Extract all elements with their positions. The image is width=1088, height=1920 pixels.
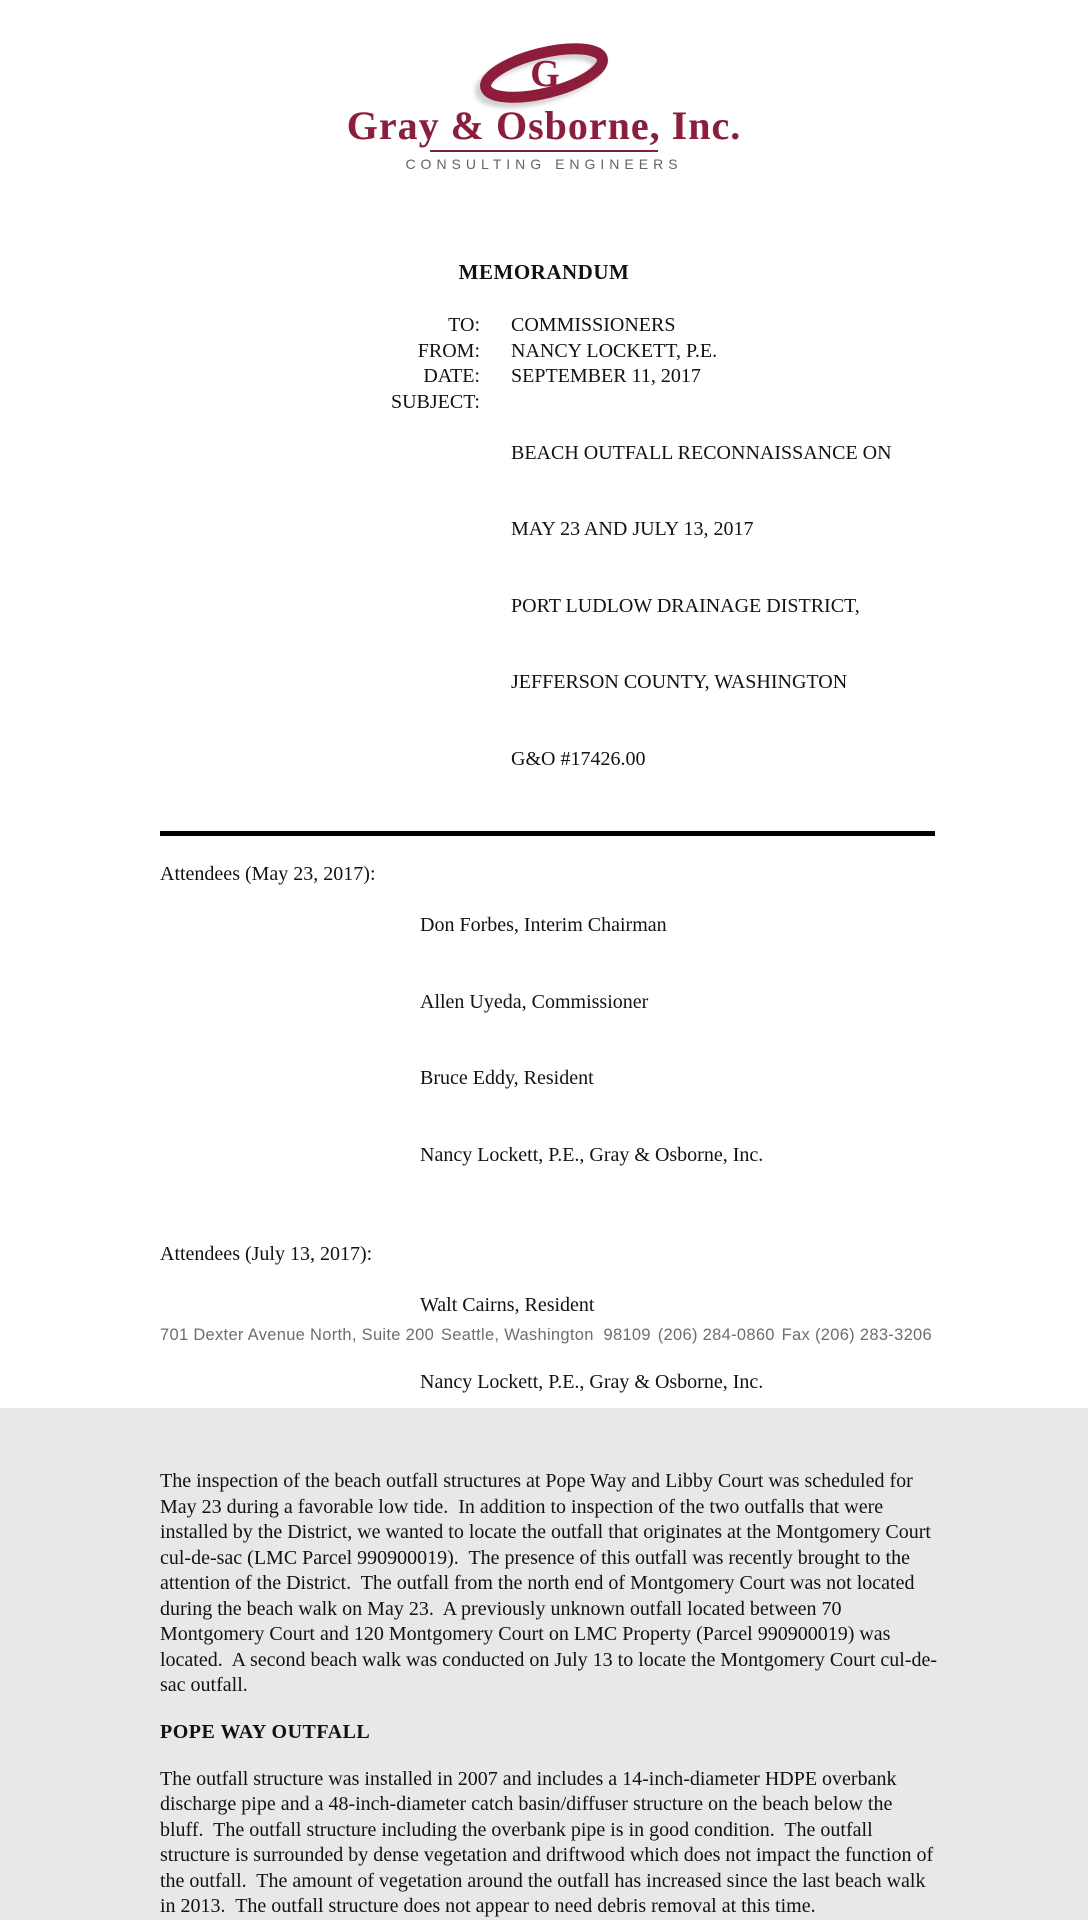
attendee-line: Bruce Eddy, Resident: [420, 1067, 594, 1089]
attendee-line: Nancy Lockett, P.E., Gray & Osborne, Inc.: [420, 1143, 764, 1166]
field-gap: [480, 339, 511, 365]
footer-fax: Fax (206) 283-3206: [781, 1326, 932, 1344]
subject-line: BEACH OUTFALL RECONNAISSANCE ON: [511, 441, 892, 464]
svg-text:G: G: [530, 53, 560, 95]
attendees-people: [420, 862, 763, 1219]
attendee-line: Walt Cairns, Resident: [420, 1294, 595, 1316]
footer-city: Seattle, Washington 98109: [440, 1326, 651, 1344]
field-label: TO:: [448, 314, 480, 336]
attendee-line: Don Forbes, Interim Chairman: [420, 914, 667, 936]
attendees-may-block: [160, 862, 1088, 1219]
memo-title: MEMORANDUM: [458, 260, 630, 284]
section-heading: POPE WAY OUTFALL: [160, 1720, 371, 1743]
footer-phone: (206) 284-0860: [657, 1326, 775, 1344]
field-row-date: [160, 364, 1088, 390]
field-gap: [480, 313, 511, 339]
footer-address: 701 Dexter Avenue North, Suite 200: [160, 1326, 435, 1344]
go-monogram-icon: [459, 44, 629, 104]
intro-paragraph: The inspection of the beach outfall structures at Pope Way and Libby Court was scheduled for May 23 during a favorable low tide. In addition to inspection of the two outfalls that were installed by the District, we wanted to locate the outfall that originates at the Montgomery Court cul-de-sac (LMC Parcel 990900019). The presence of this outfall was recently brought to the attention of the District. The outfall from the north end of Montgomery Court was not located during the beach walk on May 23. A previously unknown outfall located between 70 Montgomery Court and 120 Montgomery Court on LMC Property (Parcel 990900019) was located. A second beach walk was conducted on July 13 to locate the Montgomery Court cul-de-sac outfall.: [160, 1470, 938, 1696]
attendee-line: Nancy Lockett, P.E., Gray & Osborne, Inc.: [420, 1370, 764, 1393]
field-row-to: [160, 313, 1088, 339]
field-label: FROM:: [417, 339, 480, 362]
attendee-line: Allen Uyeda, Commissioner: [420, 990, 649, 1013]
attendees-label: Attendees (May 23, 2017):: [160, 863, 376, 885]
subject-line: JEFFERSON COUNTY, WASHINGTON: [511, 671, 848, 693]
subject-line: G&O #17426.00: [511, 747, 646, 770]
field-gap: [480, 364, 511, 390]
memo-fields: [160, 313, 1088, 823]
field-label: DATE:: [423, 365, 480, 387]
company-wordmark: Gray & Osborne, Inc.: [346, 103, 742, 148]
subject-line: MAY 23 AND JULY 13, 2017: [511, 518, 754, 540]
field-value: [511, 390, 892, 824]
divider-rule: [160, 831, 935, 836]
field-row-from: [160, 339, 1088, 365]
subject-line: PORT LUDLOW DRAINAGE DISTRICT,: [511, 594, 860, 617]
section-paragraph: The outfall structure was installed in 2007 and includes a 14-inch-diameter HDPE overbank discharge pipe and a 48-inch-diameter catch basin/diffuser structure on the beach below the bluff. The outfall structure including the overbank pipe is in good condition. The outfall structure is surrounded by dense vegetation and driftwood which does not impact the function of the outfall. The amount of vegetation around the outfall has increased since the last beach walk in 2013. The outfall structure does not appear to need debris removal at this time.: [160, 1767, 939, 1917]
logo-divider: [430, 150, 658, 152]
field-value: COMMISSIONERS: [511, 314, 676, 336]
field-value: SEPTEMBER 11, 2017: [511, 365, 701, 387]
attendees-label: Attendees (July 13, 2017):: [160, 1243, 373, 1265]
field-row-subject: [160, 390, 1088, 824]
company-logo: [0, 0, 1088, 172]
field-value: NANCY LOCKETT, P.E.: [511, 339, 718, 362]
page-footer: [160, 1326, 932, 1345]
field-gap: [480, 390, 511, 824]
field-label: SUBJECT:: [390, 390, 480, 413]
attendees-section: [160, 862, 1088, 1446]
company-tagline: CONSULTING ENGINEERS: [405, 156, 683, 172]
